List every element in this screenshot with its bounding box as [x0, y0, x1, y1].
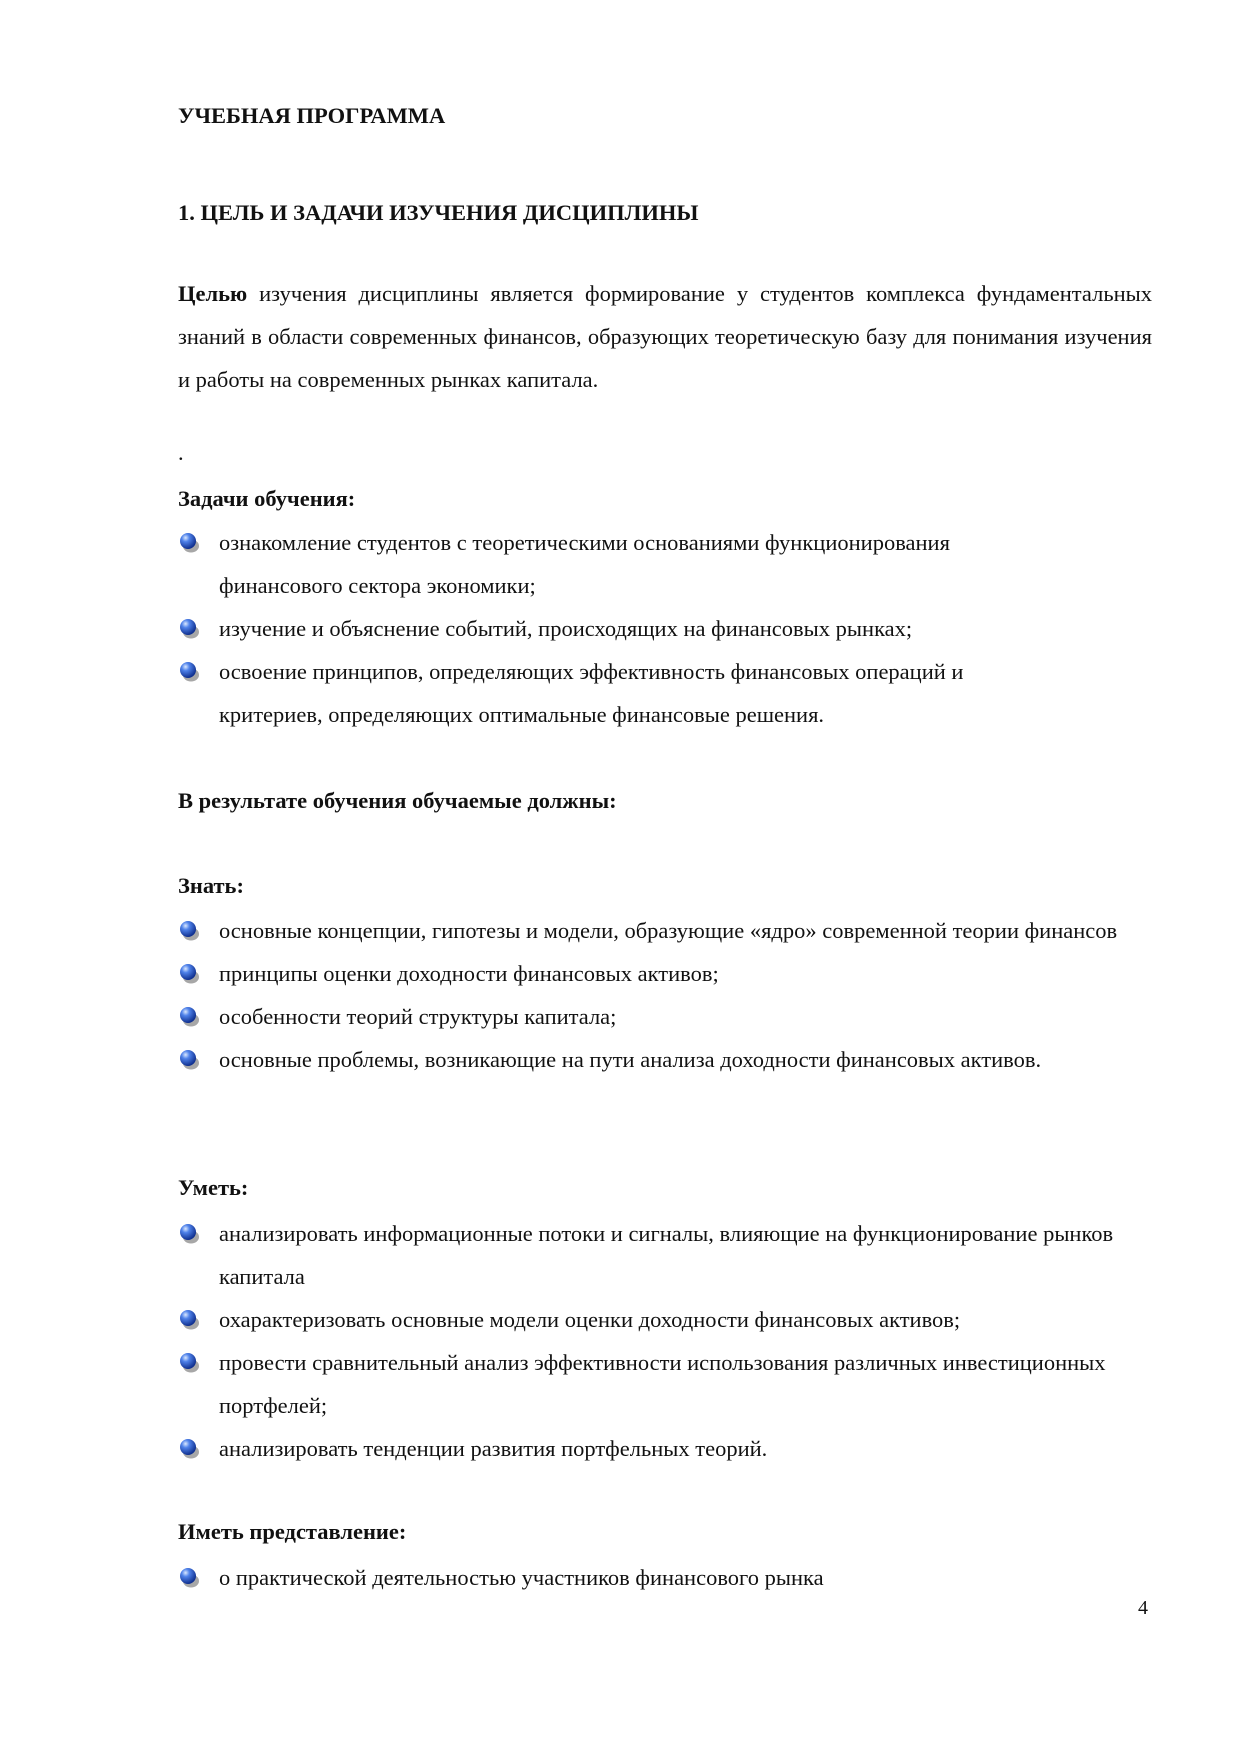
blue-sphere-bullet-icon: [178, 1308, 200, 1330]
list-item-text: особенности теорий структуры капитала;: [219, 1004, 617, 1029]
list-item-text: анализировать информационные потоки и сигналы, влияющие на функционирование рынков капитала: [219, 1221, 1114, 1289]
list-item-text: основные проблемы, возникающие на пути анализа доходности финансовых активов.: [219, 1047, 1042, 1072]
blue-sphere-bullet-icon: [178, 660, 200, 682]
blue-sphere-bullet-icon: [178, 1351, 200, 1373]
goal-text: изучения дисциплины является формирование у студентов комплекса фундаментальных знаний в области современных финансов, образующих теоретическую базу для понимания изучения и работы на современных рынках капитала.: [178, 281, 1152, 392]
know-list: [178, 909, 1138, 1081]
idea-list: [178, 1556, 1138, 1599]
blue-sphere-bullet-icon: [178, 1048, 200, 1070]
list-item-text: принципы оценки доходности финансовых активов;: [219, 961, 719, 986]
list-item: [178, 1341, 1138, 1427]
blue-sphere-bullet-icon: [178, 1222, 200, 1244]
results-heading: В результате обучения обучаемые должны:: [178, 788, 617, 813]
list-item-text: охарактеризовать основные модели оценки доходности финансовых активов;: [219, 1307, 961, 1332]
goal-lead: Целью: [178, 281, 248, 306]
able-heading: Уметь:: [178, 1175, 249, 1200]
idea-heading: Иметь представление:: [178, 1519, 407, 1544]
list-item-text: ознакомление студентов с теоретическими основаниями функционирования финансового сектора экономики;: [219, 530, 950, 598]
list-item: [178, 1038, 1138, 1081]
tasks-list: [178, 521, 1058, 736]
list-item: [178, 1212, 1138, 1298]
list-item: [178, 650, 1058, 736]
blue-sphere-bullet-icon: [178, 1566, 200, 1588]
section-heading: 1. ЦЕЛЬ И ЗАДАЧИ ИЗУЧЕНИЯ ДИСЦИПЛИНЫ: [178, 200, 699, 225]
know-heading: Знать:: [178, 873, 244, 898]
list-item: [178, 909, 1138, 952]
list-item: [178, 607, 1058, 650]
document-title: УЧЕБНАЯ ПРОГРАММА: [178, 103, 446, 128]
list-item: [178, 1556, 1138, 1599]
page-number: 4: [1138, 1597, 1148, 1619]
blue-sphere-bullet-icon: [178, 531, 200, 553]
stray-dot: .: [178, 440, 184, 465]
list-item: [178, 1298, 1138, 1341]
blue-sphere-bullet-icon: [178, 1005, 200, 1027]
list-item: [178, 1427, 1138, 1470]
blue-sphere-bullet-icon: [178, 962, 200, 984]
list-item-text: основные концепции, гипотезы и модели, образующие «ядро» современной теории финансов: [219, 918, 1118, 943]
blue-sphere-bullet-icon: [178, 1437, 200, 1459]
list-item-text: освоение принципов, определяющих эффективность финансовых операций и критериев, определяющих оптимальные финансовые решения.: [219, 659, 964, 727]
list-item: [178, 995, 1138, 1038]
goal-paragraph: [178, 272, 1152, 401]
list-item-text: провести сравнительный анализ эффективности использования различных инвестиционных портфелей;: [219, 1350, 1106, 1418]
blue-sphere-bullet-icon: [178, 919, 200, 941]
list-item-text: о практической деятельностью участников финансового рынка: [219, 1565, 824, 1590]
list-item: [178, 521, 1058, 607]
tasks-heading: Задачи обучения:: [178, 486, 356, 511]
blue-sphere-bullet-icon: [178, 617, 200, 639]
able-list: [178, 1212, 1138, 1470]
list-item-text: анализировать тенденции развития портфельных теорий.: [219, 1436, 768, 1461]
list-item-text: изучение и объяснение событий, происходящих на финансовых рынках;: [219, 616, 913, 641]
list-item: [178, 952, 1138, 995]
